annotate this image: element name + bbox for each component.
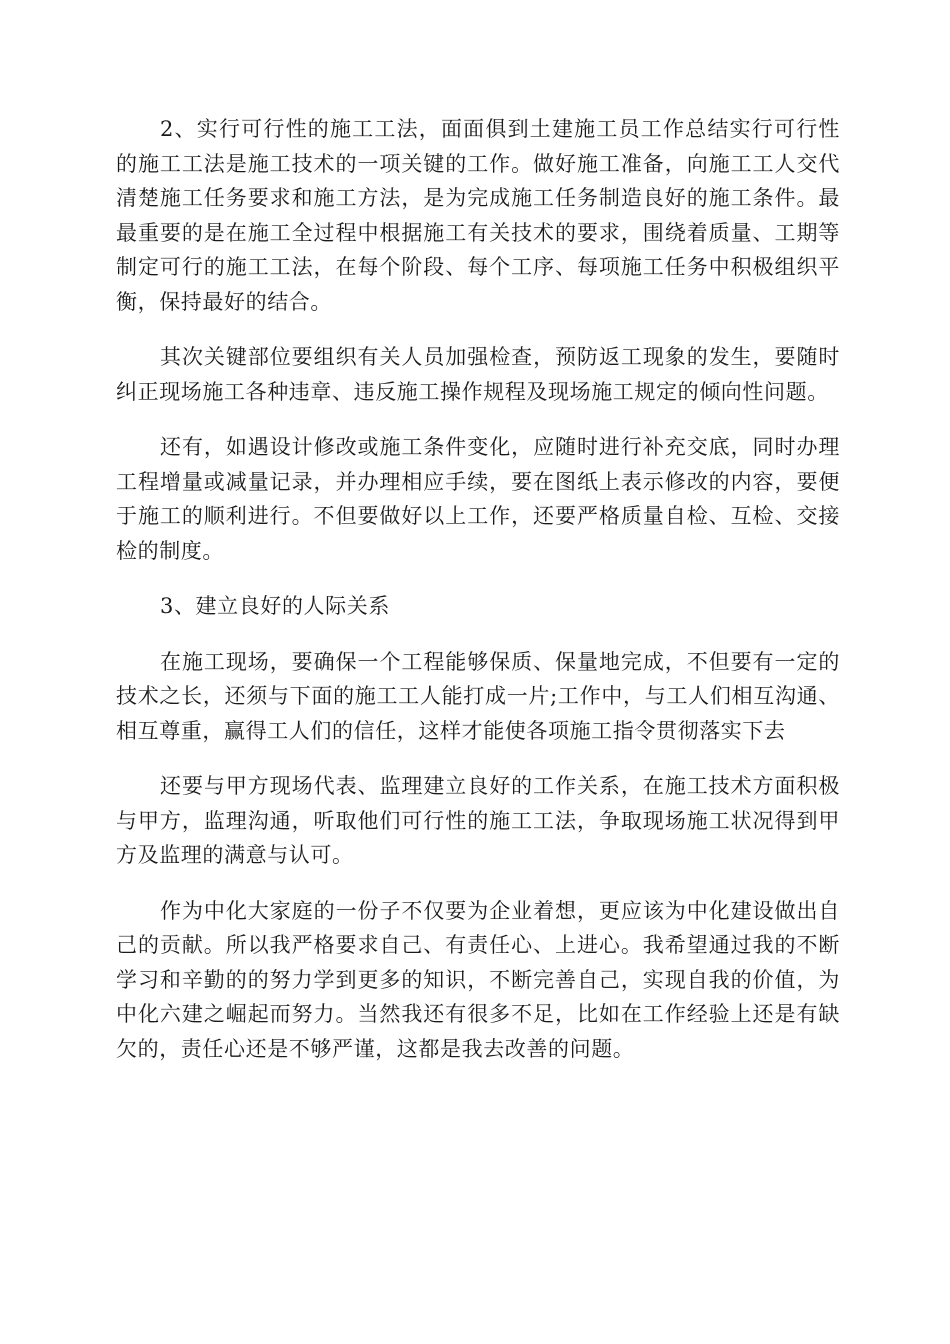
paragraph-2: 其次关键部位要组织有关人员加强检查，预防返工现象的发生，要随时纠正现场施工各种违章、违反施工操作规程及现场施工规定的倾向性问题。 <box>116 345 840 404</box>
paragraph-6: 还要与甲方现场代表、监理建立良好的工作关系，在施工技术方面积极与甲方，监理沟通，听取他们可行性的施工工法，争取现场施工状况得到甲方及监理的满意与认可。 <box>116 774 840 867</box>
paragraph-3: 还有，如遇设计修改或施工条件变化，应随时进行补充交底，同时办理工程增量或减量记录，并办理相应手续，要在图纸上表示修改的内容，要便于施工的顺利进行。不但要做好以上工作，还要严格质量自检、互检、交接检的制度。 <box>116 435 840 563</box>
paragraph-5: 在施工现场，要确保一个工程能够保质、保量地完成，不但要有一定的技术之长，还须与下面的施工工人能打成一片;工作中，与工人们相互沟通、相互尊重，赢得工人们的信任，这样才能使各项施工指令贯彻落实下去 <box>116 649 840 743</box>
document-body <box>116 112 840 1087</box>
section-heading-3: 3、建立良好的人际关系 <box>160 594 390 618</box>
paragraph-1: 2、实行可行性的施工工法，面面俱到土建施工员工作总结实行可行性的施工工法是施工技术的一项关键的工作。做好施工准备，向施工工人交代清楚施工任务要求和施工方法，是为完成施工任务制造良好的施工条件。最最重要的是在施工全过程中根据施工有关技术的要求，围绕着质量、工期等制定可行的施工工法，在每个阶段、每个工序、每项施工任务中积极组织平衡，保持最好的结合。 <box>116 117 840 314</box>
paragraph-7: 作为中化大家庭的一份子不仅要为企业着想，更应该为中化建设做出自己的贡献。所以我严格要求自己、有责任心、上进心。我希望通过我的不断学习和辛勤的的努力学到更多的知识，不断完善自己，实现自我的价值，为中化六建之崛起而努力。当然我还有很多不足，比如在工作经验上还是有缺欠的，责任心还是不够严谨，这都是我去改善的问题。 <box>116 898 840 1061</box>
